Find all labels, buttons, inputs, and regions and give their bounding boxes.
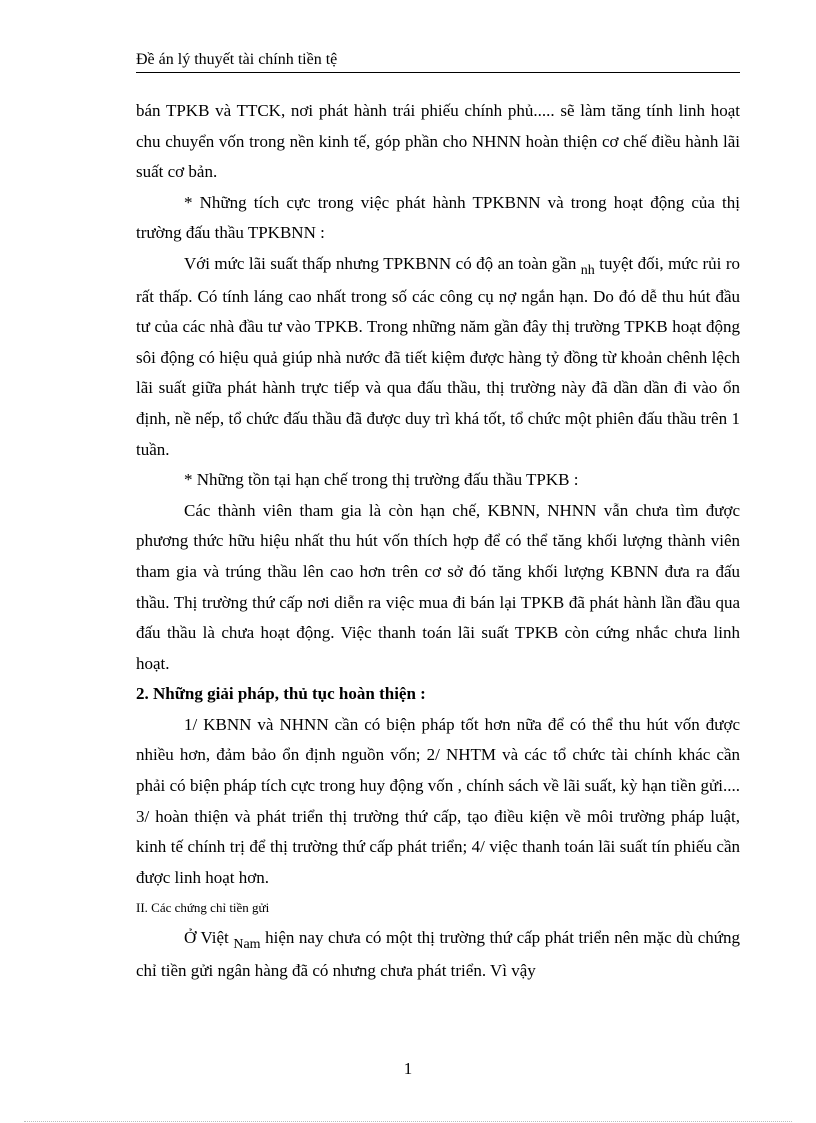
page-header bbox=[136, 50, 740, 73]
paragraph-positives-heading: * Những tích cực trong việc phát hành TPKBNN và trong hoạt động của thị trường đấu thầu TPKBNN : bbox=[136, 192, 740, 243]
paragraph-text: Với mức lãi suất thấp nhưng TPKBNN có độ an toàn gần bbox=[184, 253, 581, 273]
page-bottom-divider bbox=[24, 1121, 792, 1122]
header-title: Đề án lý thuyết tài chính tiền tệ bbox=[136, 51, 338, 68]
paragraph-interest-rate bbox=[136, 249, 740, 465]
paragraph-limitations: Các thành viên tham gia là còn hạn chế, KBNN, NHNN vẫn chưa tìm được phương thức hữu hiệu nhất thu hút vốn thích hợp để có thể tăng khối lượng thành viên tham gia và trúng thầu lên cao hơn trên cơ sở đó tăng khối lượng KBNN đưa ra đấu thầu. Thị trường thứ cấp nơi diễn ra việc mua đi bán lại TPKB đã phát hành lần đầu qua đấu thầu là chưa hoạt động. Việc thanh toán lãi suất TPKB còn cứng nhắc chưa linh hoạt. bbox=[136, 500, 740, 673]
section-heading-solutions: 2. Những giải pháp, thủ tục hoàn thiện : bbox=[136, 684, 426, 704]
paragraph-limitations-heading: * Những tồn tại hạn chế trong thị trường đấu thầu TPKB : bbox=[184, 470, 579, 490]
document-body bbox=[136, 96, 740, 987]
subscript-text: nh bbox=[580, 262, 595, 278]
paragraph-text: tuyệt đối, mức rủi ro rất thấp. Có tính láng cao nhất trong số các công cụ nợ ngắn hạn. Do đó dễ thu hút đầu tư của các nhà đầu tư vào TPKB. Trong những năm gần đây thị trường TPKB hoạt động sôi động có hiệu quả giúp nhà nước đã tiết kiệm được hàng tỷ đồng từ khoản chênh lệch lãi suất giữa phát hành trực tiếp và qua đấu thầu, thị trường này đã dần dần đi vào ổn định, nề nếp, tổ chức đấu thầu đã được duy trì khá tốt, tổ chức một phiên đấu thầu trên 1 tuần. bbox=[136, 253, 740, 459]
page-number: 1 bbox=[403, 1059, 413, 1078]
paragraph-text: hiện nay chưa có một thị trường thứ cấp phát triển nên mặc dù chứng chỉ tiền gửi ngân hàng đã có nhưng chưa phát triển. Vì vậy bbox=[136, 928, 741, 981]
section-heading-certificates: II. Các chứng chỉ tiền gửi bbox=[136, 900, 270, 916]
paragraph-solutions: 1/ KBNN và NHNN cần có biện pháp tốt hơn nữa để có thể thu hút vốn được nhiều hơn, đảm bảo ổn định nguồn vốn; 2/ NHTM và các tổ chức tài chính khác cần phải có biện pháp tích cực trong huy động vốn , chính sách về lãi suất, kỳ hạn tiền gửi.... 3/ hoàn thiện và phát triển thị trường thứ cấp, tạo điều kiện về môi trường pháp luật, kinh tế chính trị để thị trường thứ cấp phát triển; 4/ việc thanh toán lãi suất tín phiếu cần được linh hoạt hơn. bbox=[136, 714, 740, 887]
subscript-text: Nam bbox=[233, 937, 261, 953]
paragraph-continuation: bán TPKB và TTCK, nơi phát hành trái phiếu chính phủ..... sẽ làm tăng tính linh hoạt chu chuyển vốn trong nền kinh tế, góp phần cho NHNN hoàn thiện cơ chế điều hành lãi suất cơ bản. bbox=[136, 101, 740, 182]
paragraph-vietnam bbox=[136, 923, 740, 986]
paragraph-text: Ở Việt bbox=[184, 928, 234, 948]
